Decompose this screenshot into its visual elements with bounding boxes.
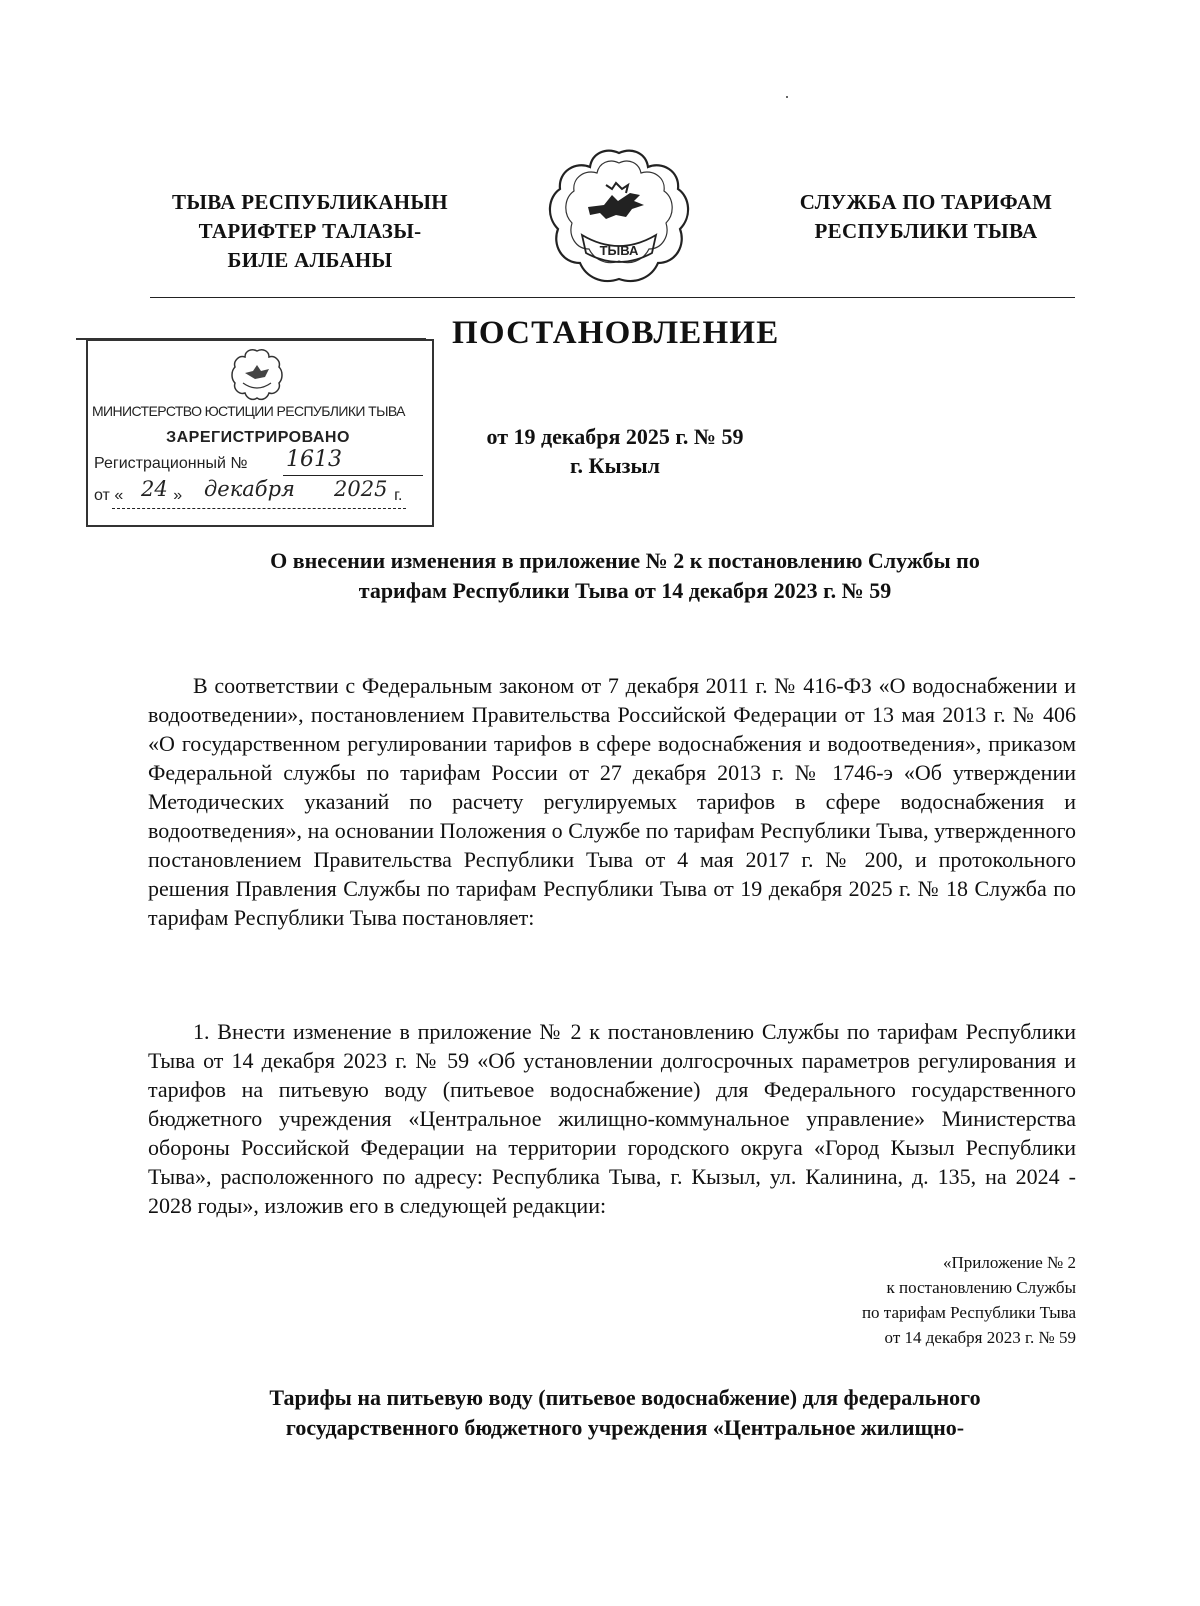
subject-line-2: тарифам Республики Тыва от 14 декабря 2023 г. № 59 [358,578,892,603]
header-divider [150,297,1075,298]
emblem-label: ТЫВА [599,243,639,258]
tariff-title-line-2: государственного бюджетного учреждения «Центральное жилищно- [285,1415,965,1440]
header-left-line-2: ТАРИФТЕР ТАЛАЗЫ- [198,219,422,243]
scan-speck [786,96,788,98]
header-left-line-1: ТЫВА РЕСПУБЛИКАНЫН [172,190,448,214]
document-date: от 19 декабря 2025 г. № 59 [486,424,744,449]
subject-line-1: О внесении изменения в приложение № 2 к постановлению Службы по [270,548,980,573]
stamp-reg-underline [283,475,423,476]
stamp-year: 2025 [334,477,388,501]
stamp-from-label: от « [94,487,124,504]
appendix-line-4: от 14 декабря 2023 г. № 59 [884,1328,1076,1347]
stamp-ministry: МИНИСТЕРСТВО ЮСТИЦИИ РЕСПУБЛИКИ ТЫВА [92,403,405,419]
document-city: г. Кызыл [570,453,660,478]
document-subject [130,546,1120,606]
tuva-emblem-icon [546,145,692,287]
stamp-month: декабря [204,477,295,501]
stamp-reg-number: 1613 [286,447,342,472]
stamp-emblem-icon [231,347,283,401]
preamble-paragraph: В соответствии с Федеральным законом от 7 декабря 2011 г. № 416-ФЗ «О водоснабжении и водоотведении», постановлением Правительства Российской Федерации от 13 мая 2013 г. № 406 «О государственном регулировании тарифов в сфере водоснабжения и водоотведения», приказом Федеральной службы по тарифам России от 27 декабря 2013 г. № 1746-э «Об утверждении Методических указаний по расчету регулируемых тарифов в сфере водоснабжения и водоотведения», на основании Положения о Службе по тарифам Республики Тыва, утвержденного постановлением Правительства Республики Тыва от 4 мая 2017 г. № 200, и протокольного решения Правления Службы по тарифам Республики Тыва от 19 декабря 2025 г. № 18 Служба по тарифам Республики Тыва постановляет: [148,673,1076,930]
stamp-from-end: г. [394,487,403,504]
appendix-reference [700,1250,1076,1350]
appendix-line-3: по тарифам Республики Тыва [861,1303,1076,1322]
document-title: ПОСТАНОВЛЕНИЕ [452,315,780,351]
document-date-block [445,422,785,480]
header-right-line-1: СЛУЖБА ПО ТАРИФАМ [799,190,1053,214]
header-right-line-2: РЕСПУБЛИКИ ТЫВА [814,219,1038,243]
appendix-line-2: к постановлению Службы [886,1278,1076,1297]
stamp-reg-label: Регистрационный № [94,455,248,472]
tariff-table-title [130,1383,1120,1443]
stamp-day: 24 [141,477,168,501]
registration-stamp [86,339,434,529]
tariff-title-line-1: Тарифы на питьевую воду (питьевое водоснабжение) для федерального [269,1385,981,1410]
stamp-from-mid: » [173,487,183,504]
clause-1-paragraph: 1. Внести изменение в приложение № 2 к постановлению Службы по тарифам Республики Тыва от 14 декабря 2023 г. № 59 «Об установлении долгосрочных параметров регулирования и тарифов на питьевую воду (питьевое водоснабжение) для Федерального государственного бюджетного учреждения «Центральное жилищно-коммунальное управление» Министерства обороны Российской Федерации на территории городского округа «Город Кызыл Республики Тыва», расположенного по адресу: Республика Тыва, г. Кызыл, ул. Калинина, д. 135, на 2024 - 2028 годы», изложив его в следующей редакции: [148,1019,1076,1218]
stamp-date-underline [112,508,406,509]
header-left-line-3: БИЛЕ АЛБАНЫ [227,248,393,272]
appendix-line-1: «Приложение № 2 [943,1253,1076,1272]
stamp-status: ЗАРЕГИСТРИРОВАНО [166,429,350,446]
header-left-tuvan [150,188,470,275]
header-right-russian [776,188,1076,246]
